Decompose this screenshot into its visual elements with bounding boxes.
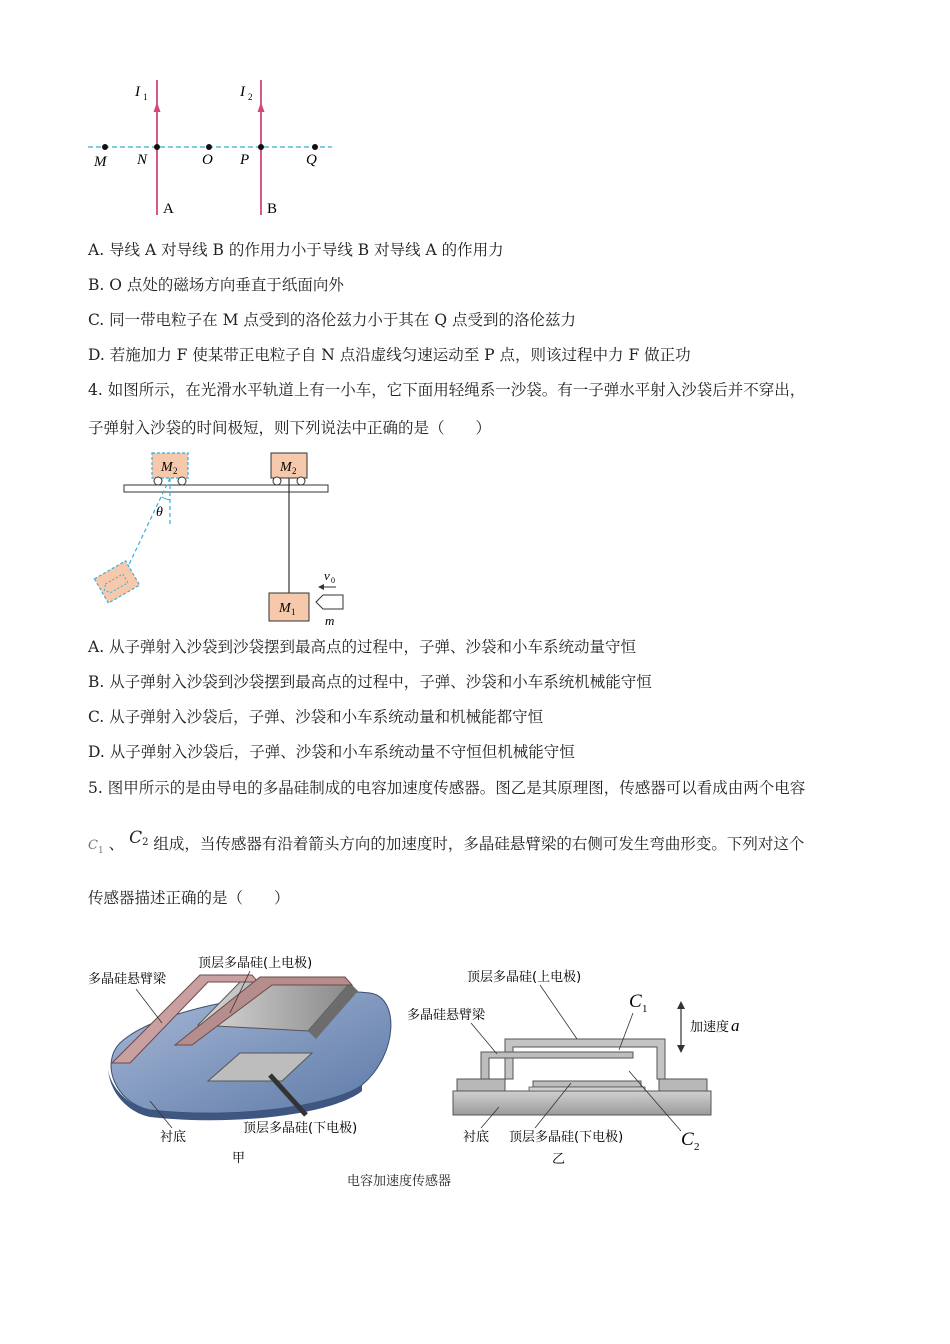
sandbag-label: M bbox=[279, 601, 291, 616]
yi-top-label: 顶层多晶硅(上电极) bbox=[467, 970, 582, 985]
label-wire-a: A bbox=[163, 201, 174, 217]
dashed-cart-wheel-right bbox=[178, 477, 186, 485]
cart-wheel-left bbox=[273, 477, 281, 485]
jia-caption: 甲 bbox=[232, 1151, 246, 1166]
bottom-electrode-plate bbox=[533, 1081, 641, 1087]
dashed-cart-label: M bbox=[161, 460, 173, 475]
q5-stem-line2-text: 组成，当传感器有沿着箭头方向的加速度时，多晶硅悬臂梁的右侧可发生弯曲形变。下列对这个 bbox=[153, 835, 805, 853]
yi-beam-label: 多晶硅悬臂梁 bbox=[407, 1008, 486, 1023]
q4-stem-line2: 子弹射入沙袋的时间极短，则下列说法中正确的是（ ） bbox=[88, 419, 492, 437]
label-point-p: P bbox=[240, 152, 250, 168]
jia-substrate-label: 衬底 bbox=[160, 1130, 187, 1145]
label-i2-sub: 2 bbox=[248, 92, 253, 102]
q4-option-c: C. 从子弹射入沙袋后，子弹、沙袋和小车系统动量和机械能都守恒 bbox=[88, 708, 544, 726]
bottom-electrode-base bbox=[529, 1087, 645, 1091]
yi-c2-label: C bbox=[681, 1129, 694, 1150]
q5-c1-sub: 1 bbox=[97, 846, 104, 857]
theta-arc bbox=[162, 497, 170, 500]
q3-option-b: B. O 点处的磁场方向垂直于纸面向外 bbox=[88, 276, 344, 294]
label-i1-sub: 1 bbox=[143, 92, 148, 102]
yi-accel-label: 加速度 bbox=[690, 1020, 730, 1035]
sandbag-label-sub: 1 bbox=[291, 607, 296, 617]
q3-option-d: D. 若施加力 F 使某带正电粒子自 N 点沿虚线匀速运动至 P 点，则该过程中力 F 做正功 bbox=[88, 346, 691, 364]
label-i2: I bbox=[240, 84, 245, 100]
label-point-m: M bbox=[94, 154, 107, 170]
yi-accel-symbol: a bbox=[731, 1016, 740, 1035]
right-step bbox=[659, 1079, 707, 1091]
q4-option-b: B. 从子弹射入沙袋到沙袋摆到最高点的过程中，子弹、沙袋和小车系统机械能守恒 bbox=[88, 673, 652, 691]
yi-c1-label: C bbox=[629, 991, 642, 1012]
yi-substrate-label: 衬底 bbox=[463, 1130, 490, 1145]
bullet-label: m bbox=[325, 613, 335, 628]
label-point-o: O bbox=[202, 152, 213, 168]
q5-stem-line1: 5. 图甲所示的是由导电的多晶硅制成的电容加速度传感器。图乙是其原理图，传感器可以看成由两个电容 bbox=[88, 779, 806, 797]
label-wire-b: B bbox=[267, 201, 278, 217]
dashed-sandbag bbox=[94, 561, 139, 603]
q3-option-c: C. 同一带电粒子在 M 点受到的洛伦兹力小于其在 Q 点受到的洛伦兹力 bbox=[88, 311, 576, 329]
cantilever bbox=[481, 1052, 633, 1079]
jia-top-label: 顶层多晶硅(上电极) bbox=[198, 956, 313, 971]
yi-caption: 乙 bbox=[552, 1152, 566, 1167]
figure-parallel-wires bbox=[80, 70, 350, 225]
point-o-dot bbox=[206, 144, 212, 150]
dashed-cart-wheel-left bbox=[154, 477, 162, 485]
velocity-label: v bbox=[324, 568, 330, 583]
current-arrow-a-icon bbox=[154, 102, 161, 112]
top-electrode bbox=[505, 1039, 665, 1079]
jia-beam-label: 多晶硅悬臂梁 bbox=[88, 972, 167, 987]
left-step bbox=[457, 1079, 505, 1091]
velocity-arrow-icon bbox=[318, 584, 324, 590]
accel-arrow-down-icon bbox=[677, 1045, 685, 1053]
yi-c1-sub: 1 bbox=[642, 1003, 648, 1015]
current-arrow-b-icon bbox=[258, 102, 265, 112]
label-point-q: Q bbox=[306, 152, 317, 168]
cart-label-sub: 2 bbox=[292, 466, 297, 476]
point-m-dot bbox=[102, 144, 108, 150]
q5-separator: 、 bbox=[108, 835, 125, 853]
accel-arrow-up-icon bbox=[677, 1001, 685, 1009]
yi-beam-leader bbox=[471, 1023, 497, 1054]
cart-label: M bbox=[280, 460, 292, 475]
q3-option-a: A. 导线 A 对导线 B 的作用力小于导线 B 对导线 A 的作用力 bbox=[88, 241, 504, 259]
q5-figure-caption: 电容加速度传感器 bbox=[347, 1174, 452, 1189]
q5-c2-symbol: C bbox=[129, 828, 143, 848]
q4-option-a: A. 从子弹射入沙袋到沙袋摆到最高点的过程中，子弹、沙袋和小车系统动量守恒 bbox=[88, 638, 637, 656]
dashed-cart-label-sub: 2 bbox=[173, 466, 178, 476]
figure-yi-schematic bbox=[405, 955, 775, 1170]
q5-stem-line2 bbox=[88, 828, 805, 861]
jia-bottom-label: 顶层多晶硅(下电极) bbox=[243, 1121, 358, 1136]
bullet-icon bbox=[316, 595, 343, 609]
velocity-label-sub: 0 bbox=[331, 576, 335, 585]
yi-bottom-label: 顶层多晶硅(下电极) bbox=[509, 1130, 624, 1145]
cart-wheel-right bbox=[297, 477, 305, 485]
theta-label: θ bbox=[156, 505, 163, 520]
figure-jia-sensor-3d bbox=[80, 945, 410, 1170]
label-point-n: N bbox=[137, 152, 148, 168]
track bbox=[124, 485, 328, 492]
substrate bbox=[453, 1091, 711, 1115]
q5-stem-line3: 传感器描述正确的是（ ） bbox=[88, 889, 290, 907]
label-i1: I bbox=[135, 84, 140, 100]
yi-c2-sub: 2 bbox=[694, 1141, 700, 1153]
q4-stem-line1: 4. 如图所示，在光滑水平轨道上有一小车，它下面用轻绳系一沙袋。有一子弹水平射入沙袋后并不穿出， bbox=[88, 381, 806, 399]
q4-option-d: D. 从子弹射入沙袋后，子弹、沙袋和小车系统动量不守恒但机械能守恒 bbox=[88, 743, 575, 761]
q5-c2-sub: 2 bbox=[142, 837, 149, 849]
jia-beam-leader bbox=[136, 989, 162, 1023]
point-q-dot bbox=[312, 144, 318, 150]
q5-c1-symbol: C bbox=[88, 838, 98, 853]
figure-cart-sandbag bbox=[80, 445, 370, 630]
point-n-dot bbox=[154, 144, 160, 150]
yi-top-leader bbox=[540, 985, 577, 1039]
point-p-dot bbox=[258, 144, 264, 150]
